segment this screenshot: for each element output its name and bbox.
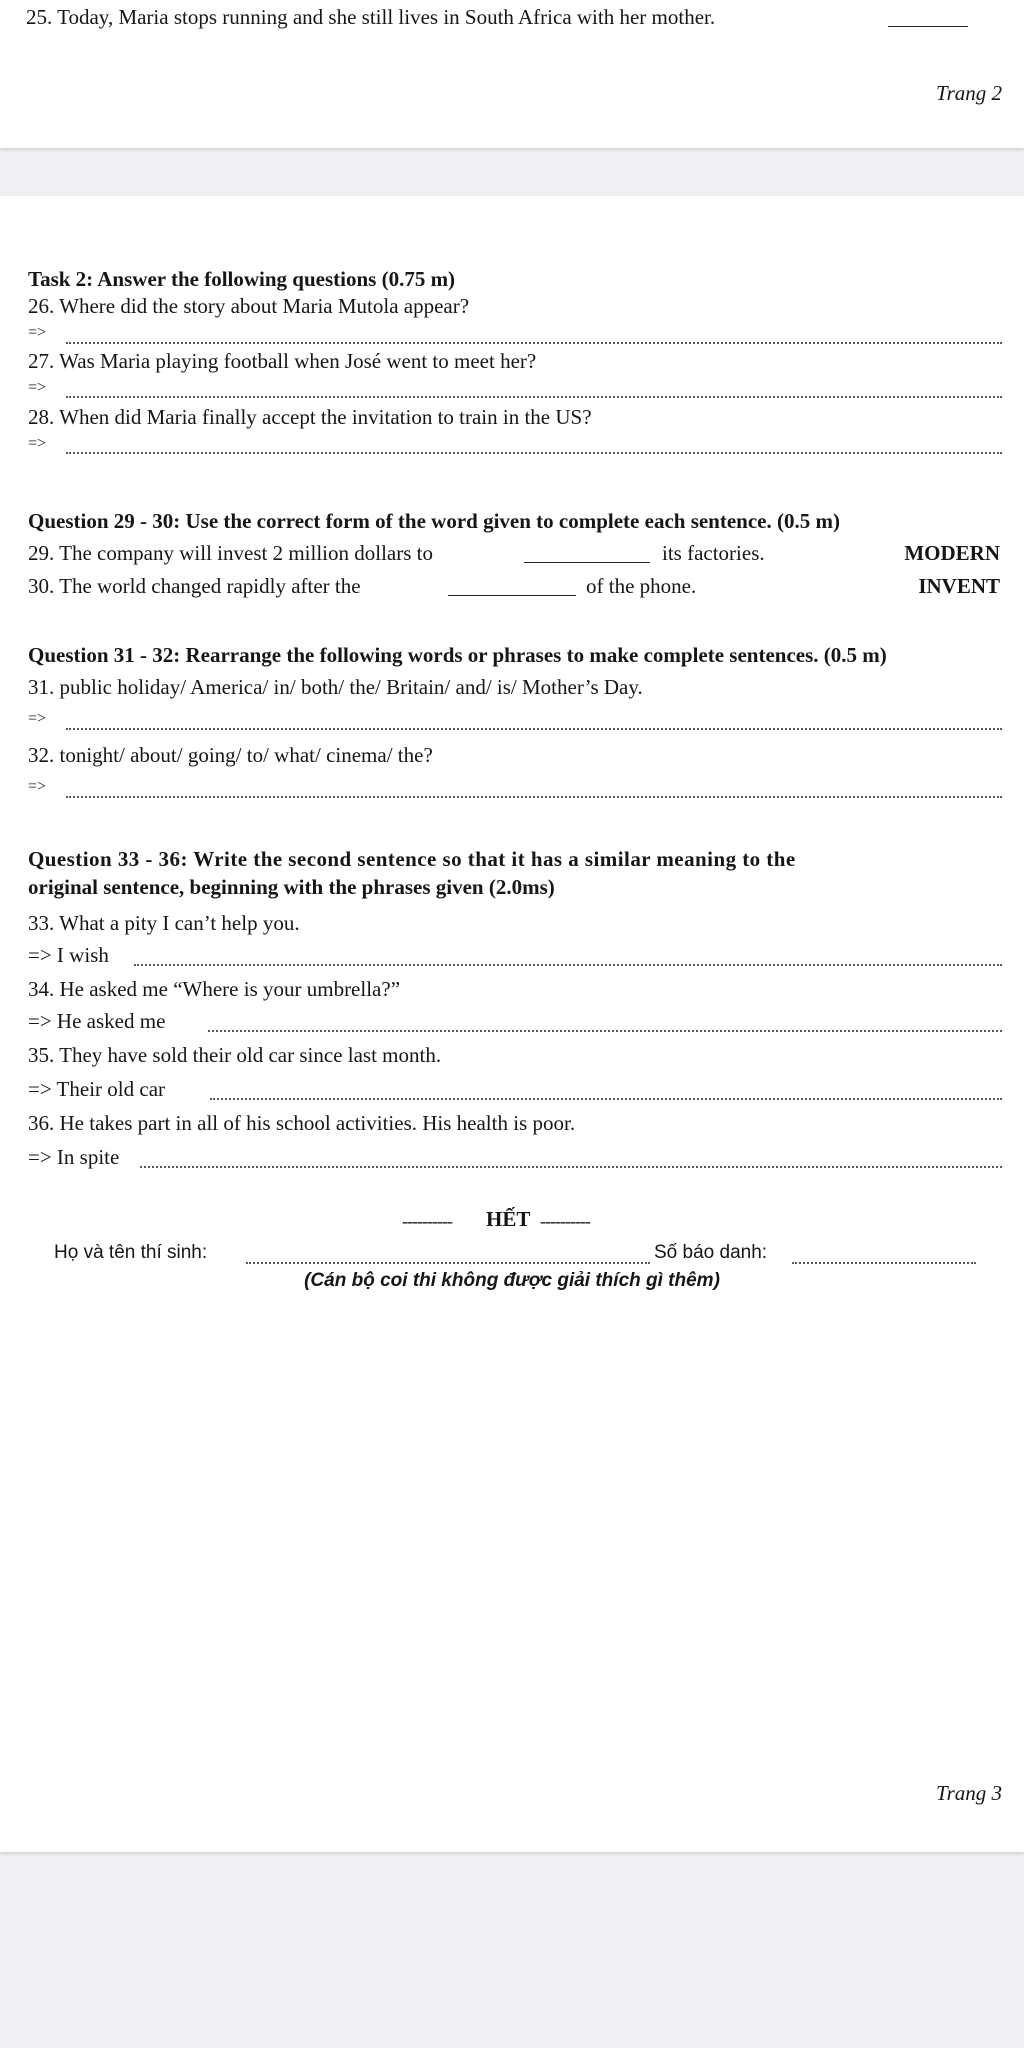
answer-line-36[interactable] (140, 1166, 1002, 1168)
question-27: 27. Was Maria playing football when José went to meet her? (28, 349, 537, 373)
question-34: 34. He asked me “Where is your umbrella?” (28, 977, 401, 1001)
candidate-number-label: Số báo danh: (654, 1242, 768, 1263)
answer-line-26[interactable] (66, 342, 1002, 344)
word-form-heading: Question 29 - 30: Use the correct form of the word given to complete each sentence. (0.5 m) (28, 509, 840, 533)
candidate-number-line[interactable] (792, 1262, 976, 1264)
end-marker: HẾT (486, 1207, 531, 1231)
question-26: 26. Where did the story about Maria Mutola appear? (28, 294, 470, 318)
arrow-32: => (28, 778, 47, 795)
question-36: 36. He takes part in all of his school activities. His health is poor. (28, 1111, 576, 1135)
question-30-part-a: 30. The world changed rapidly after the (28, 574, 361, 598)
arrow-28: => (28, 435, 47, 452)
answer-line-34[interactable] (208, 1030, 1002, 1032)
question-35: 35. They have sold their old car since last month. (28, 1043, 442, 1067)
answer-line-28[interactable] (66, 452, 1002, 454)
answer-blank-30[interactable] (448, 595, 576, 596)
question-25: 25. Today, Maria stops running and she still lives in South Africa with her mother. (26, 5, 716, 29)
end-dashes-left: ---------- (402, 1211, 452, 1231)
candidate-name-line[interactable] (246, 1262, 650, 1264)
question-30-part-b: of the phone. (586, 574, 697, 598)
page-number-3: Trang 3 (936, 1781, 1002, 1805)
rearrange-heading: Question 31 - 32: Rearrange the following words or phrases to make complete sentences. (0.5 m) (28, 643, 887, 667)
proctor-note: (Cán bộ coi thi không được giải thích gì thêm) (304, 1270, 720, 1291)
start-34: => He asked me (28, 1009, 166, 1033)
question-29-part-a: 29. The company will invest 2 million dollars to (28, 541, 433, 565)
question-33: 33. What a pity I can’t help you. (28, 911, 300, 935)
answer-blank-25[interactable] (888, 26, 968, 27)
arrow-31: => (28, 710, 47, 727)
start-33: => I wish (28, 943, 109, 967)
answer-line-31[interactable] (66, 728, 1002, 730)
rewrite-heading-line-1: Question 33 - 36: Write the second sentence so that it has a similar meaning to the (28, 847, 796, 871)
word-given-29: MODERN (904, 541, 1000, 565)
answer-blank-29[interactable] (524, 562, 650, 563)
answer-line-33[interactable] (134, 964, 1002, 966)
page-3 (0, 196, 1024, 1852)
page-2-bottom (0, 0, 1024, 148)
answer-line-35[interactable] (210, 1098, 1002, 1100)
question-32: 32. tonight/ about/ going/ to/ what/ cinema/ the? (28, 743, 433, 767)
answer-line-27[interactable] (66, 396, 1002, 398)
rewrite-heading-line-2: original sentence, beginning with the phrases given (2.0ms) (28, 875, 555, 899)
page-number-2: Trang 2 (936, 81, 1002, 105)
start-35: => Their old car (28, 1077, 166, 1101)
word-given-30: INVENT (918, 574, 1000, 598)
arrow-27: => (28, 379, 47, 396)
question-29-part-b: its factories. (662, 541, 765, 565)
question-28: 28. When did Maria finally accept the invitation to train in the US? (28, 405, 592, 429)
question-31: 31. public holiday/ America/ in/ both/ the/ Britain/ and/ is/ Mother’s Day. (28, 675, 643, 699)
candidate-name-label: Họ và tên thí sinh: (54, 1242, 208, 1263)
answer-line-32[interactable] (66, 796, 1002, 798)
task2-heading: Task 2: Answer the following questions (0.75 m) (28, 267, 456, 291)
end-dashes-right: ---------- (540, 1211, 590, 1231)
arrow-26: => (28, 324, 47, 341)
start-36: => In spite (28, 1145, 120, 1169)
